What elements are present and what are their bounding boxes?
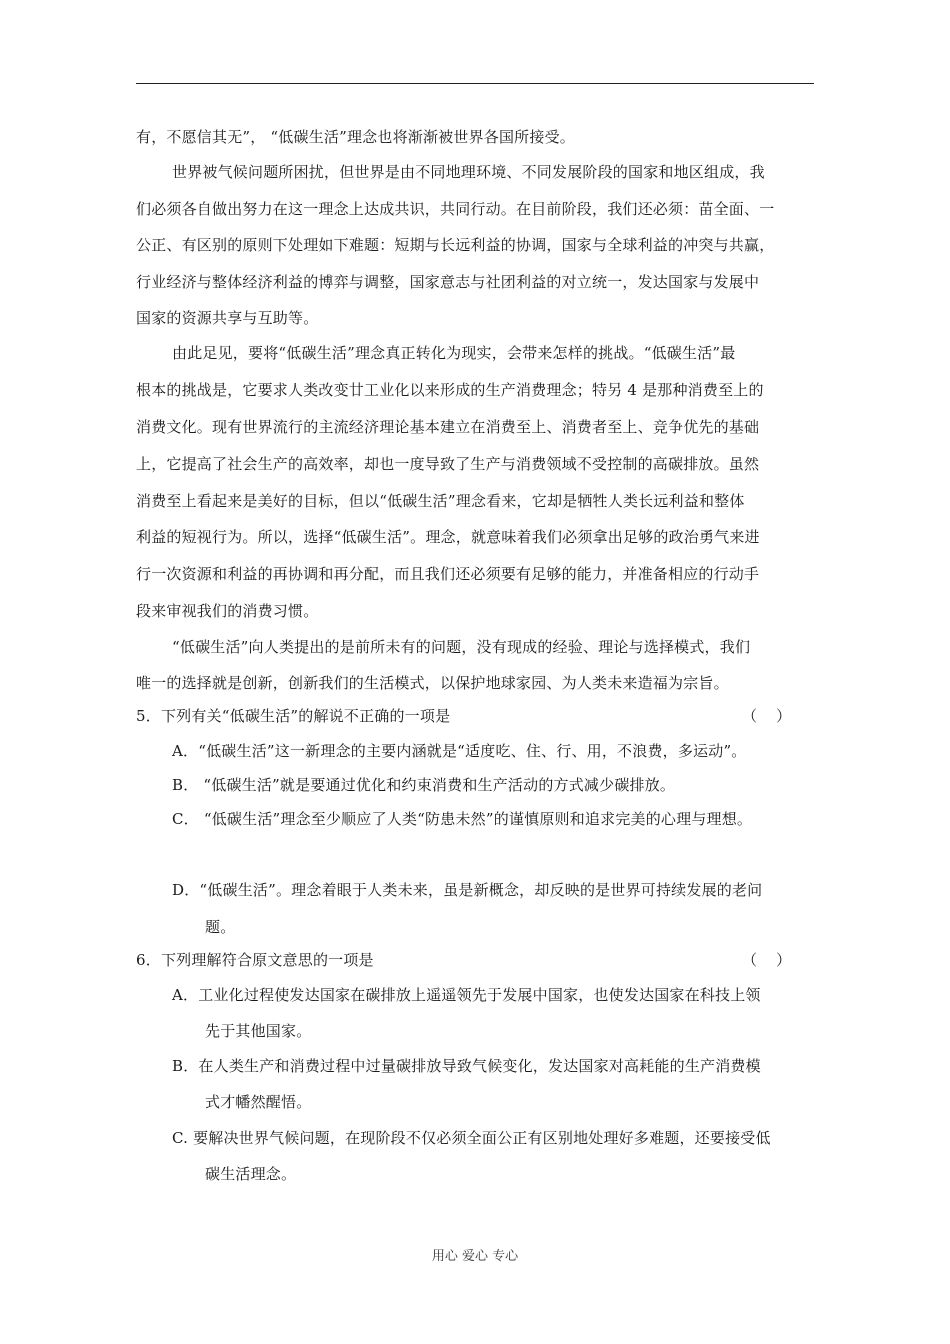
text-line: 行业经济与整体经济利益的博弈与调整，国家意志与社团利益的对立统一，发达国家与发展中 xyxy=(136,273,760,291)
text-line: 世界被气候问题所困扰，但世界是由不同地理环境、不同发展阶段的国家和地区组成，我 xyxy=(172,163,765,181)
text-line: 们必须各自做出努力在这一理念上达成共识，共同行动。在目前阶段，我们还必须：苗全面、一 xyxy=(136,200,775,218)
text-line: A．“低碳生活”这一新理念的主要内涵就是“适度吃、住、行、用，不浪费，多运动”。 xyxy=(172,742,747,760)
text-line: “低碳生活”向人类提出的是前所未有的问题，没有现成的经验、理论与选择模式，我们 xyxy=(172,638,751,656)
text-line: 由此足见，要将“低碳生活”理念真正转化为现实，会带来怎样的挑战。“低碳生活”最 xyxy=(172,344,736,362)
answer-bracket: （ ） xyxy=(742,951,792,969)
text-line: 式才幡然醒悟。 xyxy=(205,1093,312,1111)
text-line: 碳生活理念。 xyxy=(205,1165,297,1183)
text-line: 消费文化。现有世界流行的主流经济理论基本建立在消费至上、消费者至上、竞争优先的基础 xyxy=(136,418,760,436)
text-line: A．工业化过程使发达国家在碳排放上遥遥领先于发展中国家，也使发达国家在科技上领 xyxy=(172,986,761,1004)
answer-bracket: （ ） xyxy=(742,707,792,725)
text-line: C． “低碳生活”理念至少顺应了人类“防患未然”的谨慎原则和追求完美的心理与理想。 xyxy=(172,810,753,828)
text-line: 国家的资源共享与互助等。 xyxy=(136,309,319,327)
text-line: 消费至上看起来是美好的目标，但以“低碳生活”理念看来，它却是牺牲人类长远利益和整体 xyxy=(136,492,745,510)
text-line: 利益的短视行为。所以，选择“低碳生活”。理念，就意味着我们必须拿出足够的政治勇气来进 xyxy=(136,528,760,546)
text-line: 段来审视我们的消费习惯。 xyxy=(136,602,319,620)
text-line: 上，它提高了社会生产的高效率，却也一度导致了生产与消费领域不受控制的高碳排放。虽然 xyxy=(136,455,760,473)
page-footer: 用心 爱心 专心 xyxy=(431,1249,519,1264)
text-line: 根本的挑战是，它要求人类改变廿工业化以来形成的生产消费理念；特另 4 是那种消费至上的 xyxy=(136,381,764,399)
text-line: D．“低碳生活”。理念着眼于人类未来，虽是新概念，却反映的是世界可持续发展的老问 xyxy=(172,881,763,899)
text-line: 题。 xyxy=(205,918,236,936)
text-line: B．在人类生产和消费过程中过量碳排放导致气候变化，发达国家对高耗能的生产消费模 xyxy=(172,1057,761,1075)
text-line: 6．下列理解符合原文意思的一项是 xyxy=(136,951,374,969)
text-line: C. 要解决世界气候问题，在现阶段不仅必须全面公正有区别地处理好多难题，还要接受低 xyxy=(172,1129,771,1147)
text-line: 公正、有区别的原则下处理如下难题：短期与长远利益的协调，国家与全球利益的冲突与共赢， xyxy=(136,236,775,254)
text-line: B． “低碳生活”就是要通过优化和约束消费和生产活动的方式减少碳排放。 xyxy=(172,776,676,794)
text-line: 5．下列有关“低碳生活”的解说不正确的一项是 xyxy=(136,707,451,725)
text-line: 行一次资源和利益的再协调和再分配，而且我们还必须要有足够的能力，并准备相应的行动手 xyxy=(136,565,760,583)
text-line: 先于其他国家。 xyxy=(205,1022,312,1040)
text-line: 有，不愿信其无”， “低碳生活”理念也将渐渐被世界各国所接受。 xyxy=(136,128,575,146)
header-rule xyxy=(136,83,814,84)
text-line: 唯一的选择就是创新，创新我们的生活模式，以保护地球家园、为人类未来造福为宗旨。 xyxy=(136,674,729,692)
